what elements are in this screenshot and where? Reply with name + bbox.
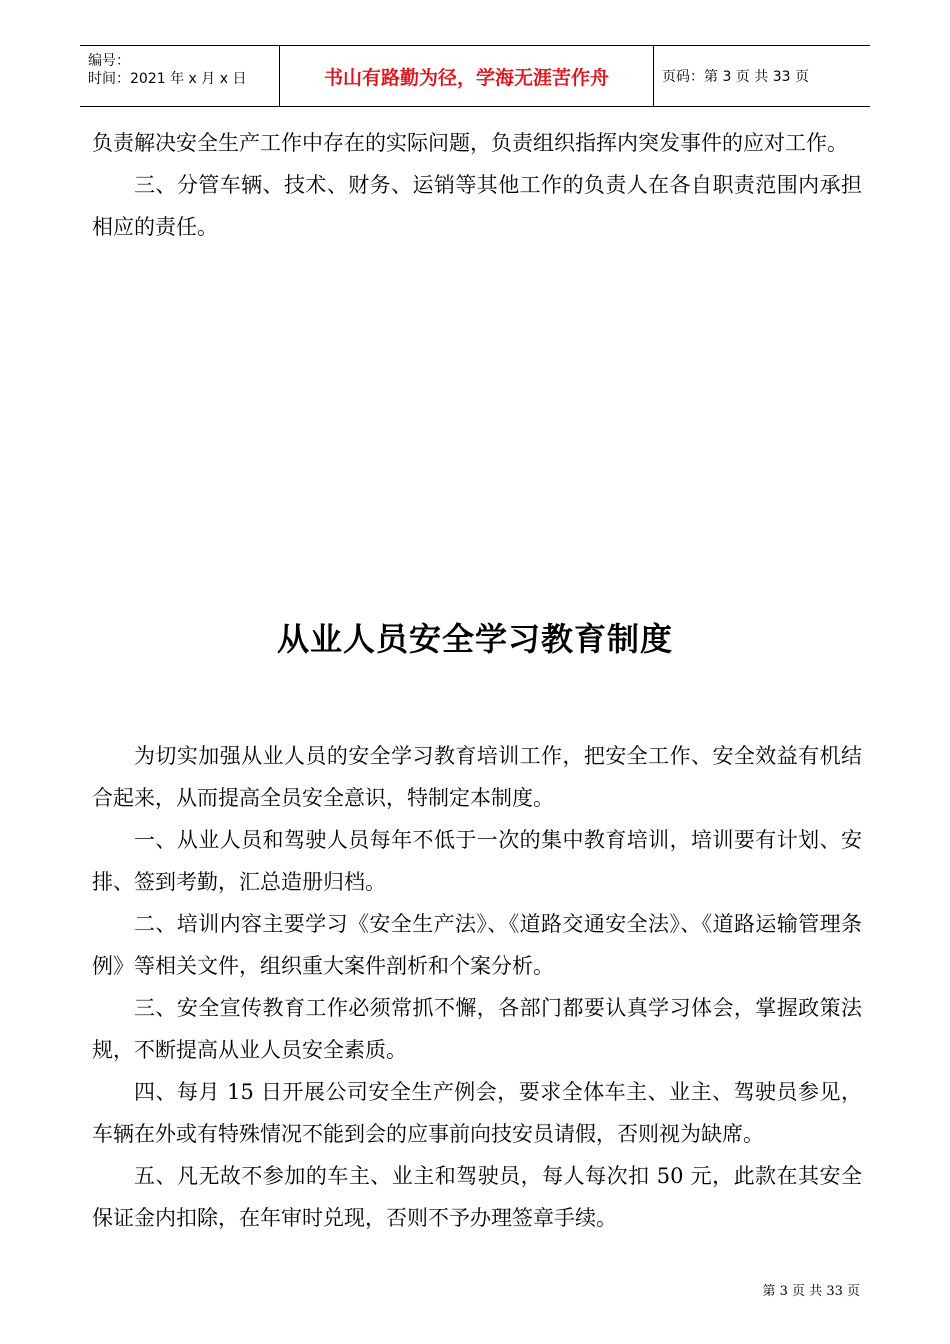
body-paragraph: 四、每月 15 日开展公司安全生产例会，要求全体车主、业主、驾驶员参见，车辆在外或有特殊情况不能到会的应事前向技安员请假，否则视为缺席。	[92, 1080, 862, 1146]
body-paragraph: 为切实加强从业人员的安全学习教育培训工作，把安全工作、安全效益有机结合起来，从而提高全员安全意识，特制定本制度。	[92, 744, 862, 810]
body-paragraph: 三、安全宣传教育工作必须常抓不懈，各部门都要认真学习体会，掌握政策法规，不断提高从业人员安全素质。	[92, 996, 862, 1062]
header-meta	[80, 46, 280, 106]
continuation-text	[92, 122, 862, 248]
body-paragraph: 一、从业人员和驾驶人员每年不低于一次的集中教育培训，培训要有计划、安排、签到考勤，汇总造册归档。	[92, 828, 862, 894]
header-page-info: 页码：第 3 页 共 33 页	[662, 69, 809, 85]
body-paragraph: 五、凡无故不参加的车主、业主和驾驶员，每人每次扣 50 元，此款在其安全保证金内扣除，在年审时兑现，否则不予办理签章手续。	[92, 1164, 862, 1230]
header-time: 时间：2021 年 x 月 x 日	[88, 71, 247, 87]
header-motto: 书山有路勤为径，学海无涯苦作舟	[280, 46, 654, 106]
document-body	[92, 735, 862, 1239]
page-footer: 第 3 页 共 33 页	[762, 1284, 860, 1299]
continuation-paragraph: 三、分管车辆、技术、财务、运销等其他工作的负责人在各自职责范围内承担相应的责任。	[92, 173, 862, 239]
document-title: 从业人员安全学习教育制度	[276, 620, 673, 658]
page-header	[80, 45, 870, 107]
continuation-paragraph: 负责解决安全生产工作中存在的实际问题，负责组织指挥内突发事件的应对工作。	[92, 131, 848, 155]
header-number: 编号：	[88, 53, 130, 69]
body-paragraph: 二、培训内容主要学习《安全生产法》、《道路交通安全法》、《道路运输管理条例》等相关文件，组织重大案件剖析和个案分析。	[92, 912, 862, 978]
